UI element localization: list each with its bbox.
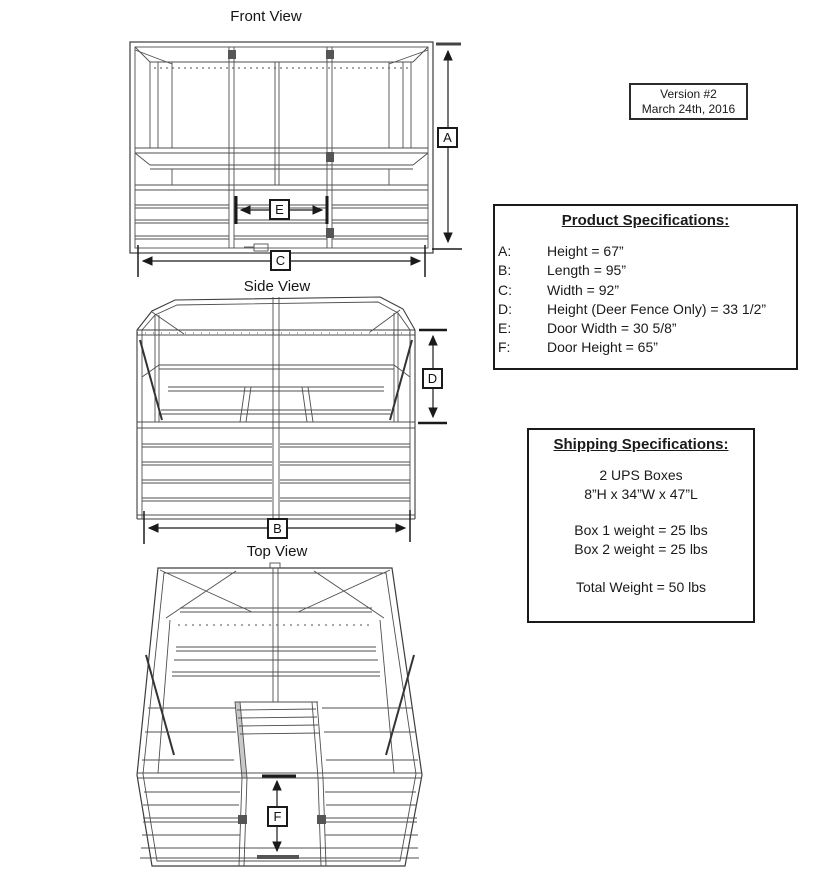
spec-key: B: — [498, 262, 512, 279]
dim-label-e: E — [269, 199, 290, 220]
spec-key: F: — [498, 339, 511, 356]
spec-value: Height (Deer Fence Only) = 33 1/2” — [547, 300, 767, 317]
spec-key: E: — [498, 320, 512, 337]
spec-row-f — [495, 338, 796, 357]
shipping-specifications-box — [527, 428, 755, 623]
side-view-title: Side View — [243, 278, 311, 295]
front-view-drawing — [128, 38, 440, 258]
total-weight: Total Weight = 50 lbs — [575, 579, 707, 595]
shipping-specs-title: Shipping Specifications: — [553, 436, 729, 453]
spec-key: A: — [498, 243, 512, 259]
spec-value: Height = 67” — [547, 243, 624, 259]
box2-weight: Box 2 weight = 25 lbs — [574, 540, 708, 557]
top-view-title: Top View — [246, 543, 308, 560]
version-date: March 24th, 2016 — [641, 101, 736, 116]
spec-row-e — [495, 319, 796, 338]
product-specifications-box — [493, 204, 798, 370]
side-view-drawing — [128, 292, 428, 542]
ups-boxes-count: 2 UPS Boxes — [599, 467, 683, 483]
dim-label-f: F — [267, 806, 288, 827]
box1-weight: Box 1 weight = 25 lbs — [574, 522, 708, 538]
spec-row-b — [495, 261, 796, 280]
spec-value: Door Height = 65” — [547, 339, 658, 356]
spec-row-d — [495, 300, 796, 319]
ups-box-dimensions: 8”H x 34”W x 47”L — [584, 485, 698, 502]
front-view-title: Front View — [230, 8, 302, 25]
dim-label-b: B — [267, 518, 288, 539]
spec-row-c — [495, 281, 796, 300]
spec-value: Width = 92” — [547, 281, 619, 298]
spec-value: Door Width = 30 5/8” — [547, 320, 677, 337]
spec-key: C: — [498, 281, 512, 298]
version-box — [629, 83, 748, 120]
dim-label-a: A — [437, 127, 458, 148]
dim-label-d: D — [422, 368, 443, 389]
product-specs-rows — [495, 242, 796, 358]
spec-key: D: — [498, 300, 512, 317]
dim-label-c: C — [270, 250, 291, 271]
product-specs-title: Product Specifications: — [561, 212, 730, 229]
spec-row-a — [495, 242, 796, 261]
spec-value: Length = 95” — [547, 262, 627, 279]
version-number: Version #2 — [660, 86, 717, 101]
